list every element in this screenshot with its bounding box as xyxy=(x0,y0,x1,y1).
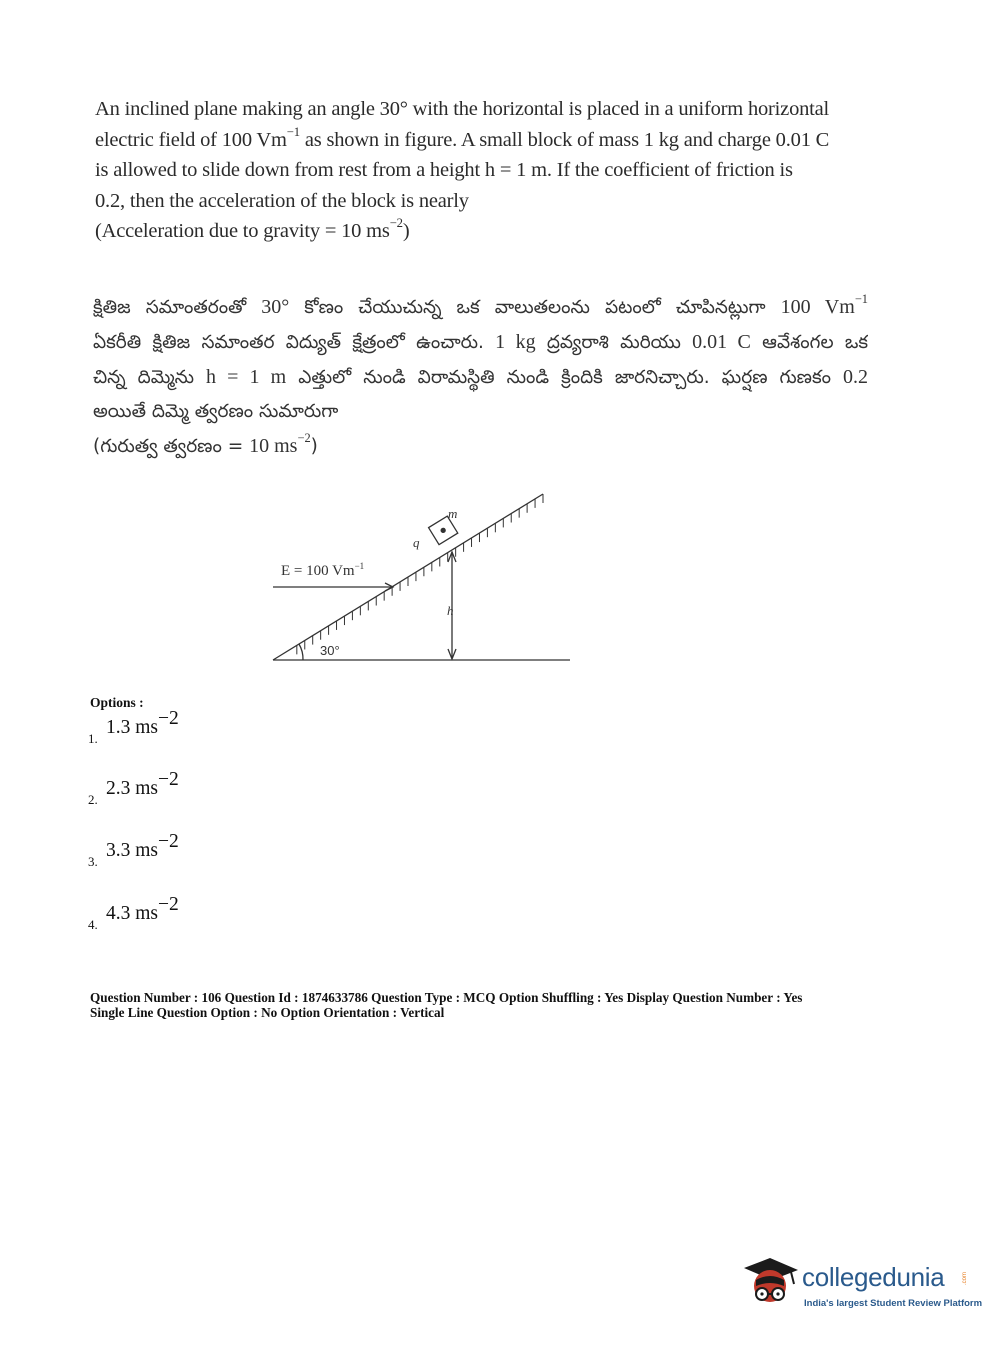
charge-label: q xyxy=(413,535,420,550)
question-line: (Acceleration due to gravity = 10 $ms^{-2}$) xyxy=(95,216,410,242)
mascot-icon xyxy=(744,1258,798,1302)
brand-dotcom: .com xyxy=(962,1272,968,1286)
question-line: An inclined plane making an angle 30° with the horizontal is placed in a uniform horizontal xyxy=(95,98,830,120)
angle-arc xyxy=(299,644,303,660)
brand-tagline: India's largest Student Review Platform xyxy=(804,1298,983,1309)
question-text-english xyxy=(95,94,865,247)
option-3[interactable]: 3.3.3 $ms^{-2}$ xyxy=(88,830,179,869)
metadata-line: Question Number : 106 Question Id : 1874633786 Question Type : MCQ Option Shuffling : Yes Display Question Number : Yes xyxy=(90,990,803,1005)
question-line-te: అయితే దిమ్మె త్వరణం సుమారుగా xyxy=(93,401,339,422)
inclined-plane-figure xyxy=(265,482,585,677)
brand-name: collegedunia xyxy=(802,1262,945,1292)
metadata-line: Single Line Question Option : No Option Orientation : Vertical xyxy=(90,1005,445,1020)
question-line-te: (గురుత్వ త్వరణం = 10 $ms^{-2}$) xyxy=(93,431,318,457)
question-text-telugu xyxy=(93,290,868,464)
question-metadata xyxy=(90,990,950,1020)
height-label: h xyxy=(447,603,454,618)
question-line-te: ఏకరీతి క్షితిజ సమాంతర విద్యుత్ క్షేత్రంలో ఉంచారు. 1 kg ద్రవ్యరాశి మరియు 0.01 C ఆవేశంగల ఒక xyxy=(93,331,868,353)
options-title: Options : xyxy=(90,695,144,710)
inclined-plane-diagram xyxy=(265,482,585,672)
question-line: is allowed to slide down from rest from a height h = 1 m. If the coefficient of friction is xyxy=(95,159,793,181)
mass-label: m xyxy=(448,506,458,521)
option-4[interactable]: 4.4.3 $ms^{-2}$ xyxy=(88,893,179,932)
field-label: E = 100 $Vm^{-1}$ xyxy=(281,561,365,579)
angle-label: 30° xyxy=(320,643,340,658)
option-1[interactable]: 1.1.3 $ms^{-2}$ xyxy=(88,707,179,746)
question-line: electric field of 100 $Vm^{-1}$ as shown in figure. A small block of mass 1 kg and charge 0.01 C xyxy=(95,124,830,151)
question-line: 0.2, then the acceleration of the block is nearly xyxy=(95,189,469,212)
option-2[interactable]: 2.2.3 $ms^{-2}$ xyxy=(88,768,179,807)
question-line-te: క్షితిజ సమాంతరంతో 30° కోణం చేయుచున్న ఒక వాలుతలంను పటంలో చూపినట్లుగా 100 $Vm^{-1}$ xyxy=(93,292,868,318)
question-line-te: చిన్న దిమ్మెను h = 1 m ఎత్తులో నుండి విరామస్థితి నుండి క్రిందికి జారనిచ్చారు. ఘర్షణ గుణకం 0.2 xyxy=(93,366,868,388)
